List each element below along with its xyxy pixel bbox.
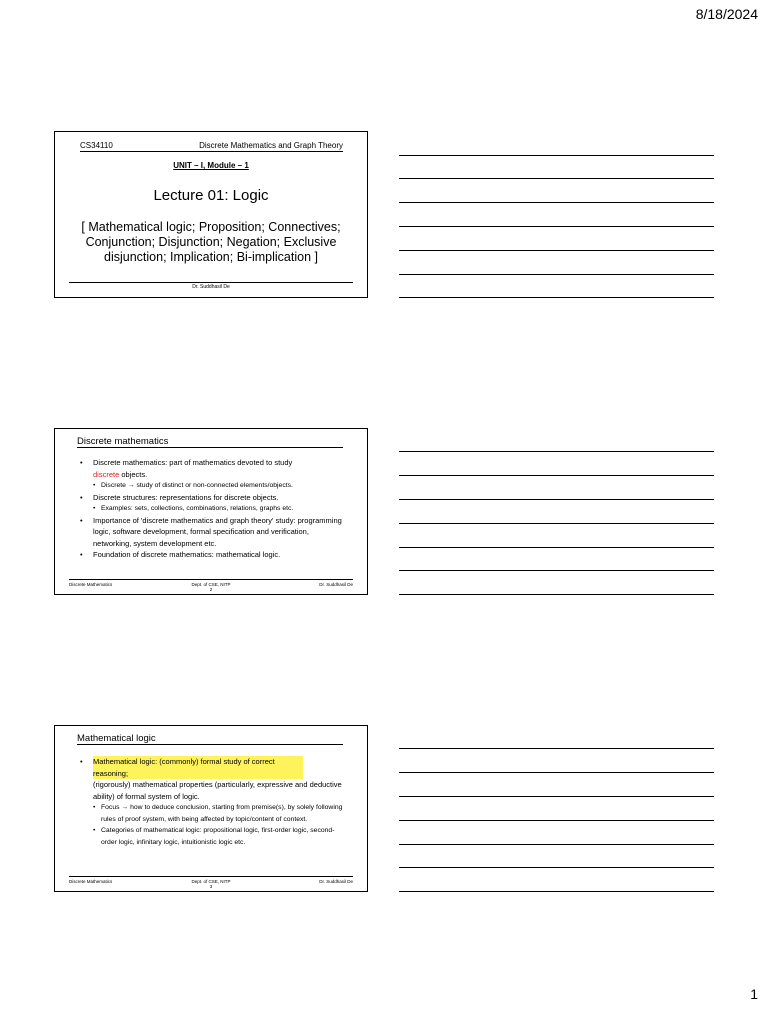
slide-number: 2 [209,587,213,592]
note-line [399,594,714,595]
sub-bullet-item: • Discrete → study of distinct or non-connected elements/objects. [80,480,345,492]
slide-2 [54,428,368,595]
note-line [399,867,714,868]
note-line [399,226,714,227]
note-line [399,274,714,275]
footer-course: Discrete Mathematics [69,582,113,587]
note-line [399,547,714,548]
unit-label: UNIT – I, Module – 1 [173,161,249,170]
slide-number: 3 [209,884,213,889]
author-name: Dr. Suddhasil De [192,284,230,290]
highlighted-definition: Mathematical logic: (commonly) formal study of correct reasoning; [93,756,303,779]
footer-author: Dr. Suddhasil De [319,582,353,587]
note-line [399,844,714,845]
note-line [399,451,714,452]
note-line [399,772,714,773]
footer-author: Dr. Suddhasil De [319,879,353,884]
bullet-item: • Discrete structures: representations for discrete objects. [80,492,345,504]
bullet-item: • Foundation of discrete mathematics: mathematical logic. [80,549,345,561]
page-number: 1 [750,986,758,1002]
sub-bullet-item: • Focus → how to deduce conclusion, starting from premise(s), by solely following rules of proof system, with being affected by topic/content of context. [80,802,345,825]
highlighted-term: discrete [93,469,120,479]
course-subject: Discrete Mathematics and Graph Theory [199,141,343,150]
note-line [399,796,714,797]
note-line [399,202,714,203]
sub-bullet-item: • Examples: sets, collections, combinations, relations, graphs etc. [80,503,345,515]
slide-1 [54,131,368,298]
note-line [399,250,714,251]
divider [69,876,353,877]
bullet-text: (rigorously) mathematical properties (particularly, expressive and deductive ability) of formal system of logic. [93,780,342,801]
bullet-text: Discrete mathematics: part of mathematics devoted to study [93,458,293,467]
slide-heading: Mathematical logic [77,733,156,744]
note-line [399,178,714,179]
bullet-item: • Importance of 'discrete mathematics and graph theory' study: programming logic, software development, formal specification and verification, networking, system development etc. [80,515,345,550]
page-date: 8/18/2024 [695,6,758,22]
slide-body [80,457,345,561]
note-line [399,748,714,749]
bullet-text: objects. [119,469,148,479]
footer-course: Discrete Mathematics [69,879,113,884]
note-line [399,820,714,821]
divider [80,151,343,152]
note-line [399,475,714,476]
slide-3 [54,725,368,892]
note-line [399,891,714,892]
bullet-item [80,457,345,480]
course-code: CS34110 [80,141,113,150]
sub-bullet-item: • Categories of mathematical logic: propositional logic, first-order logic, second-order logic, infinitary logic, intuitionistic logic etc. [80,825,345,848]
divider [69,282,353,283]
note-line [399,570,714,571]
slide-body [80,756,345,848]
divider [77,744,343,745]
note-line [399,523,714,524]
note-line [399,499,714,500]
lecture-topics: [ Mathematical logic; Proposition; Connectives; Conjunction; Disjunction; Negation; Exclusive disjunction; Implication; Bi-implication ] [81,220,341,264]
slide-heading: Discrete mathematics [77,436,169,447]
bullet-item [80,756,345,802]
divider [77,447,343,448]
note-line [399,297,714,298]
divider [69,579,353,580]
footer-dept-text: Dept. of CSE, NITP [191,582,231,587]
footer-dept-text: Dept. of CSE, NITP [191,879,231,884]
lecture-title: Lecture 01: Logic [153,187,269,204]
note-line [399,155,714,156]
